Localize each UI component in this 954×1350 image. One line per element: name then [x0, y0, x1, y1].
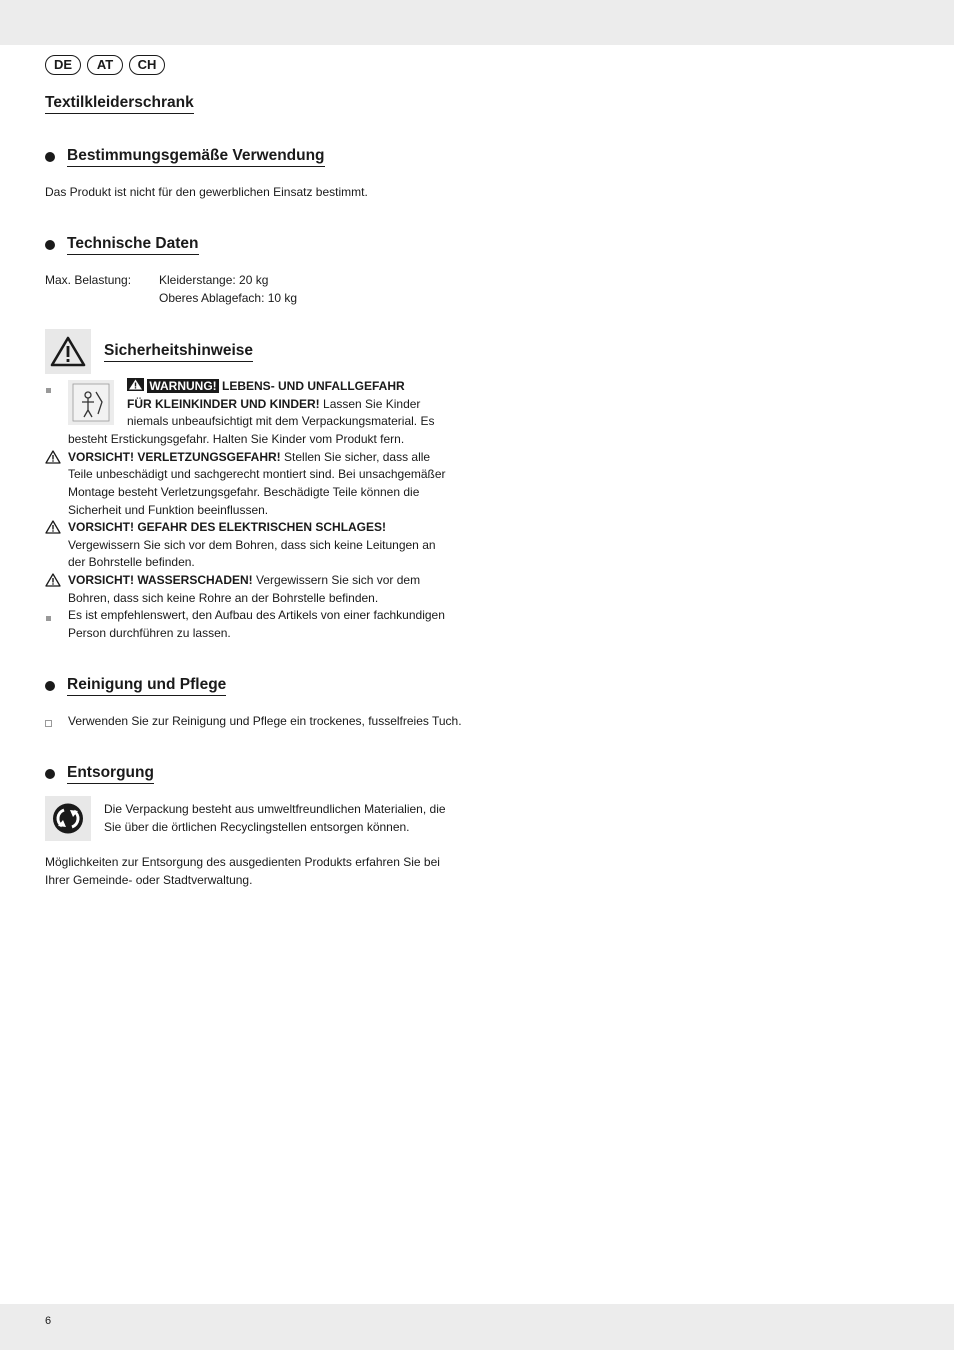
disposal-p2-line-1: Möglichkeiten zur Entsorgung des ausgedienten Produkts erfahren Sie bei: [45, 855, 440, 869]
tip-line-1: Es ist empfehlenswert, den Aufbau des Artikels von einer fachkundigen: [68, 608, 445, 622]
caution-electric-heading: VORSICHT! GEFAHR DES ELEKTRISCHEN SCHLAGES!: [68, 520, 387, 534]
caution-injury-line-1: VORSICHT! VERLETZUNGSGEFAHR! Stellen Sie sicher, dass alle: [68, 450, 431, 464]
warning-line-3: niemals unbeaufsichtigt mit dem Verpackungsmaterial. Es: [127, 414, 435, 428]
warning-triangle-icon: [45, 329, 91, 374]
list-square-icon: [46, 616, 51, 621]
tech-label: Max. Belastung:: [45, 273, 132, 287]
country-badge-de: DE: [45, 55, 81, 75]
disposal-heading: Entsorgung: [45, 764, 154, 784]
tech-value-rod: Kleiderstange: 20 kg: [159, 273, 269, 287]
warning-line-4: besteht Erstickungsgefahr. Halten Sie Kinder vom Produkt fern.: [68, 432, 405, 446]
care-heading: Reinigung und Pflege: [45, 676, 226, 696]
caution-water-line-2: Bohren, dass sich keine Rohre an der Bohrstelle befinden.: [68, 591, 379, 605]
list-square-icon: [46, 388, 51, 393]
list-square-outline-icon: [45, 720, 52, 727]
warning-line-1: WARNUNG! LEBENS- UND UNFALLGEFAHR: [127, 378, 405, 396]
child-hazard-icon: [68, 380, 114, 425]
green-dot-recycling-icon: [45, 796, 91, 841]
caution-triangle-icon: [45, 573, 61, 587]
top-bar: [0, 0, 954, 45]
caution-electric-line-3: der Bohrstelle befinden.: [68, 555, 195, 569]
bullet-dot-icon: [45, 681, 55, 691]
bullet-dot-icon: [45, 240, 55, 250]
tech-value-shelf: Oberes Ablagefach: 10 kg: [159, 291, 298, 305]
disposal-line-2: Sie über die örtlichen Recyclingstellen entsorgen können.: [104, 820, 410, 834]
caution-triangle-icon: [45, 450, 61, 464]
caution-triangle-icon: [45, 520, 61, 534]
caution-injury-line-4: Sicherheit und Funktion beeinflussen.: [68, 503, 269, 517]
caution-injury-line-2: Teile unbeschädigt und sachgerecht montiert sind. Bei unsachgemäßer: [68, 467, 446, 481]
warning-line-2: FÜR KLEINKINDER UND KINDER! Lassen Sie Kinder: [127, 397, 421, 411]
warning-filled-icon: [127, 378, 144, 391]
country-badge-ch: CH: [129, 55, 165, 75]
caution-electric-line-2: Vergewissern Sie sich vor dem Bohren, dass sich keine Leitungen an: [68, 538, 436, 552]
country-badge-at: AT: [87, 55, 123, 75]
usage-text: Das Produkt ist nicht für den gewerblichen Einsatz bestimmt.: [45, 185, 368, 199]
disposal-line-1: Die Verpackung besteht aus umweltfreundlichen Materialien, die: [104, 802, 446, 816]
doc-title: Textilkleiderschrank: [45, 94, 194, 114]
tip-line-2: Person durchführen zu lassen.: [68, 626, 231, 640]
care-text: Verwenden Sie zur Reinigung und Pflege ein trockenes, fusselfreies Tuch.: [68, 714, 462, 728]
safety-heading: Sicherheitshinweise: [104, 342, 253, 362]
bullet-dot-icon: [45, 152, 55, 162]
caution-water-line-1: VORSICHT! WASSERSCHADEN! Vergewissern Sie sich vor dem: [68, 573, 421, 587]
disposal-p2-line-2: Ihrer Gemeinde- oder Stadtverwaltung.: [45, 873, 253, 887]
tech-heading: Technische Daten: [45, 235, 199, 255]
page-number: 6: [45, 1315, 52, 1327]
bottom-bar: [0, 1304, 954, 1350]
caution-injury-line-3: Montage besteht Verletzungsgefahr. Beschädigte Teile können die: [68, 485, 420, 499]
usage-heading: Bestimmungsgemäße Verwendung: [45, 147, 325, 167]
bullet-dot-icon: [45, 769, 55, 779]
